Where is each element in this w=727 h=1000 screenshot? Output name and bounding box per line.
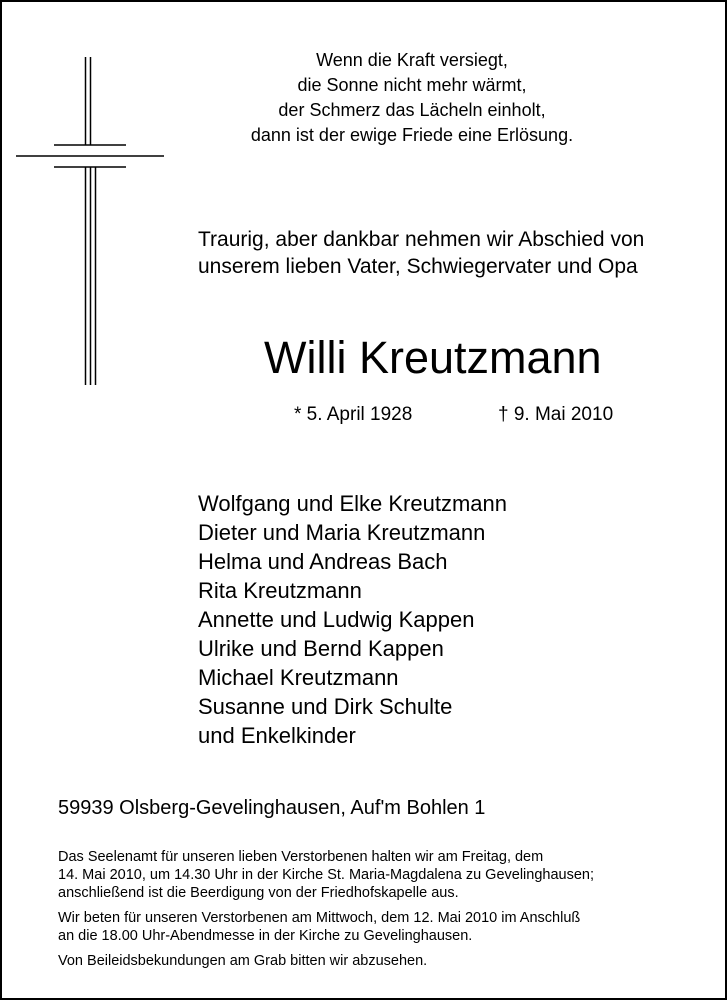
notice-line: an die 18.00 Uhr-Abendmesse in der Kirche zu Gevelinghausen. — [58, 928, 473, 944]
family-member: und Enkelkinder — [198, 723, 356, 748]
family-member: Helma und Andreas Bach — [198, 549, 448, 574]
deceased-name: Willi Kreutzmann — [264, 332, 602, 383]
notice-line: 14. Mai 2010, um 14.30 Uhr in der Kirche St. Maria-Magdalena zu Gevelinghausen; — [58, 867, 594, 883]
notice-line: Wir beten für unseren Verstorbenen am Mittwoch, dem 12. Mai 2010 im Anschluß — [58, 910, 581, 926]
family-address: 59939 Olsberg-Gevelinghausen, Auf'm Bohlen 1 — [58, 797, 486, 819]
family-member: Michael Kreutzmann — [198, 665, 399, 690]
cross-icon — [16, 57, 164, 387]
intro-line: unserem lieben Vater, Schwiegervater und Opa — [198, 255, 638, 278]
family-list — [198, 489, 718, 750]
family-member: Ulrike und Bernd Kappen — [198, 636, 444, 661]
prayer-notice — [58, 909, 718, 945]
funeral-notice — [58, 848, 718, 902]
notice-line: Das Seelenamt für unseren lieben Verstorbenen halten wir am Freitag, dem — [58, 849, 544, 865]
family-member: Susanne und Dirk Schulte — [198, 694, 453, 719]
intro-line: Traurig, aber dankbar nehmen wir Abschied von — [198, 228, 645, 251]
poem-line: dann ist der ewige Friede eine Erlösung. — [250, 125, 574, 145]
family-member: Dieter und Maria Kreutzmann — [198, 520, 486, 545]
notice-line: Von Beileidsbekundungen am Grab bitten wir abzusehen. — [58, 953, 428, 969]
notice-line: anschließend ist die Beerdigung von der Friedhofskapelle aus. — [58, 885, 459, 901]
poem-line: Wenn die Kraft versiegt, — [316, 50, 508, 70]
service-notes — [58, 848, 718, 977]
intro-text — [198, 226, 718, 280]
condolence-notice — [58, 952, 718, 970]
birth-date: * 5. April 1928 — [294, 404, 413, 425]
family-member: Wolfgang und Elke Kreutzmann — [198, 491, 507, 516]
poem — [162, 48, 662, 148]
family-member: Rita Kreutzmann — [198, 578, 362, 603]
poem-line: der Schmerz das Lächeln einholt, — [278, 100, 546, 120]
family-member: Annette und Ludwig Kappen — [198, 607, 475, 632]
poem-line: die Sonne nicht mehr wärmt, — [297, 75, 527, 95]
death-date: † 9. Mai 2010 — [498, 404, 614, 425]
